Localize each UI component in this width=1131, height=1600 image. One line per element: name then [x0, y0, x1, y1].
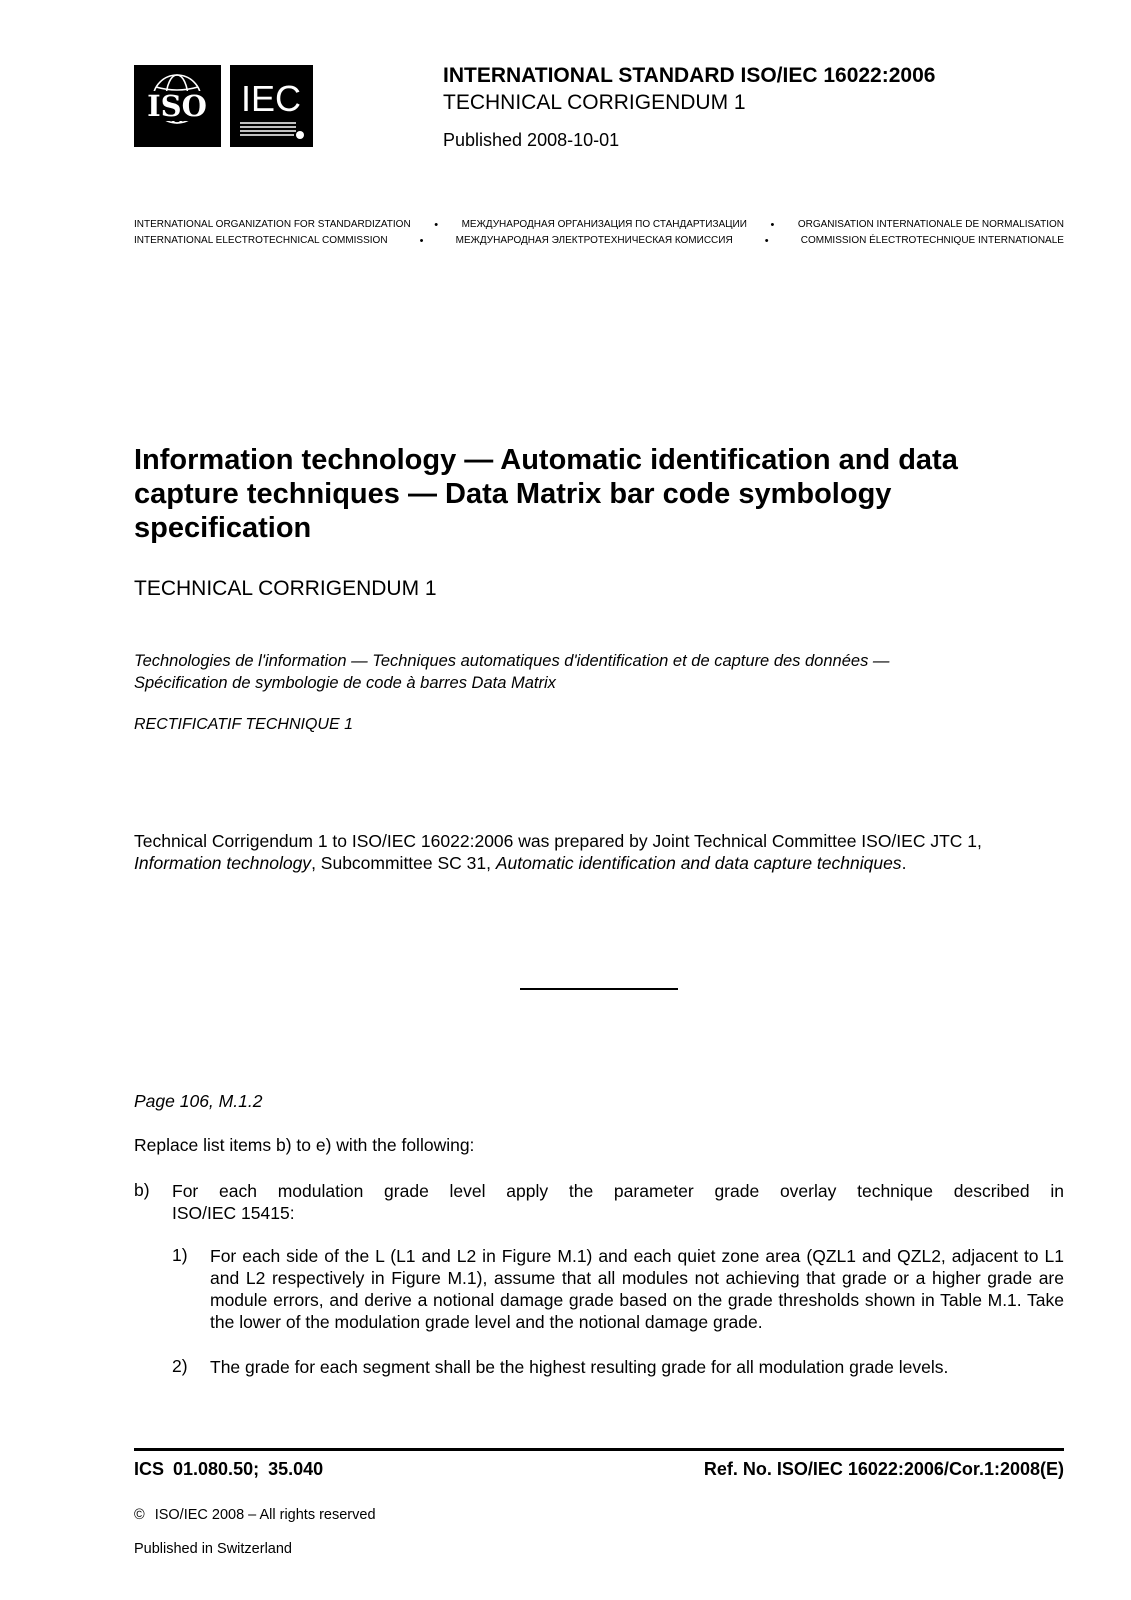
- prep-text: Technical Corrigendum 1 to ISO/IEC 16022:2006 was prepared by Joint Technical Committee ISO/IEC JTC 1,: [134, 831, 982, 851]
- sub-item-label: 1): [172, 1245, 188, 1265]
- list-item-line: ISO/IEC 15415:: [172, 1203, 295, 1223]
- org-name: МЕЖДУНАРОДНАЯ ОРГАНИЗАЦИЯ ПО СТАНДАРТИЗАЦИИ: [461, 219, 747, 230]
- ics-code: ICS 01.080.50; 35.040: [134, 1459, 324, 1479]
- org-name: COMMISSION ÉLECTROTECHNIQUE INTERNATIONALE: [800, 235, 1064, 246]
- organization-row-2: [134, 235, 1064, 247]
- bullet-separator: •: [419, 235, 424, 247]
- iec-logo: [230, 65, 313, 147]
- iso-logo: [134, 65, 221, 147]
- org-name: МЕЖДУНАРОДНАЯ ЭЛЕКТРОТЕХНИЧЕСКАЯ КОМИССИЯ: [455, 235, 733, 246]
- corrigendum-label: TECHNICAL CORRIGENDUM 1: [443, 91, 746, 114]
- standard-designation: INTERNATIONAL STANDARD ISO/IEC 16022:2006: [443, 64, 936, 87]
- published-in: Published in Switzerland: [134, 1541, 292, 1557]
- french-title-line: Spécification de symbologie de code à barres Data Matrix: [134, 674, 556, 692]
- replace-instruction: Replace list items b) to e) with the following:: [134, 1135, 475, 1155]
- french-title: [134, 650, 1064, 694]
- iec-mark-icon: [230, 65, 313, 147]
- copyright-symbol: ©: [134, 1507, 145, 1523]
- prep-text: .: [901, 853, 907, 873]
- document-title: [134, 443, 1034, 545]
- preparation-paragraph: [134, 830, 1064, 874]
- sub-item-text: The grade for each segment shall be the highest resulting grade for all modulation grade levels.: [210, 1357, 949, 1377]
- french-title-line: Technologies de l'information — Techniques automatiques d'identification et de capture des données —: [134, 652, 890, 670]
- french-subtitle: RECTIFICATIF TECHNIQUE 1: [134, 716, 353, 733]
- copyright-text: ISO/IEC 2008 – All rights reserved: [154, 1507, 376, 1523]
- publication-date: Published 2008-10-01: [443, 130, 620, 150]
- copyright-notice: [134, 1507, 376, 1523]
- document-subtitle: TECHNICAL CORRIGENDUM 1: [134, 577, 437, 600]
- footer-rule: [134, 1448, 1064, 1451]
- title-line: Information technology — Automatic identification and data: [134, 444, 958, 476]
- org-name: INTERNATIONAL ELECTROTECHNICAL COMMISSION: [134, 235, 388, 246]
- list-item-text: [172, 1180, 1064, 1224]
- section-separator: [520, 988, 678, 990]
- sub-item-label: 2): [172, 1356, 188, 1376]
- page-reference: Page 106, M.1.2: [134, 1091, 263, 1111]
- title-line: specification: [134, 512, 312, 544]
- bullet-separator: •: [764, 235, 769, 247]
- org-name: INTERNATIONAL ORGANIZATION FOR STANDARDIZATION: [134, 219, 411, 230]
- prep-text: , Subcommittee SC 31,: [311, 853, 496, 873]
- bullet-separator: •: [434, 219, 439, 231]
- list-item-line: For each modulation grade level apply the parameter grade overlay technique described in: [172, 1181, 1064, 1201]
- iso-globe-icon: [134, 65, 221, 147]
- prep-committee-name: Information technology: [134, 853, 312, 873]
- reference-number: Ref. No. ISO/IEC 16022:2006/Cor.1:2008(E): [703, 1459, 1064, 1479]
- bullet-separator: •: [770, 219, 775, 231]
- org-name: ORGANISATION INTERNATIONALE DE NORMALISATION: [797, 219, 1064, 230]
- prep-subcommittee-name: Automatic identification and data capture techniques: [495, 853, 902, 873]
- title-line: capture techniques — Data Matrix bar code symbology: [134, 478, 892, 510]
- sub-item-text: For each side of the L (L1 and L2 in Figure M.1) and each quiet zone area (QZL1 and QZL2, adjacent to L1 and L2 respectively in Figure M.1), assume that all modules not achieving that grade or a higher grade are module errors, and derive a notional damage grade based on the grade thresholds shown in Table M.1. Take the lower of the modulation grade level and the notional damage grade.: [210, 1246, 1064, 1332]
- organization-row-1: [134, 219, 1064, 231]
- iso-logo-text: ISO: [147, 89, 207, 123]
- list-item-label: b): [134, 1180, 150, 1200]
- iec-logo-text: IEC: [240, 78, 302, 119]
